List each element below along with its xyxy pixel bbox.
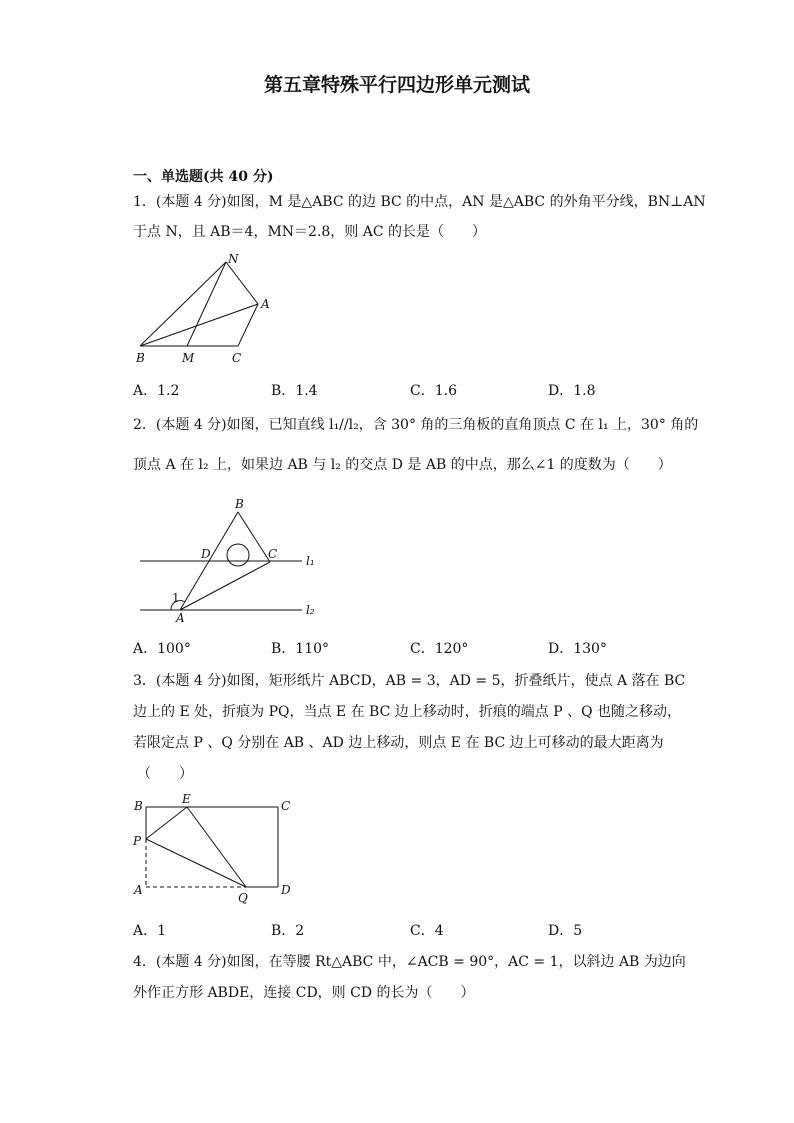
- question-3-line-4: （ ）: [137, 766, 193, 782]
- q1-label-a: A: [261, 297, 270, 311]
- page-title: 第五章特殊平行四边形单元测试: [263, 74, 530, 96]
- question-1-figure: [130, 252, 290, 372]
- question-1-line-2: 于点 N，且 AB＝4，MN＝2.8，则 AC 的长是（ ）: [133, 224, 487, 240]
- q1-label-b: B: [136, 351, 145, 365]
- q3-label-c: C: [281, 799, 291, 813]
- question-4-line-2: 外作正方形 ABDE，连接 CD，则 CD 的长为（ ）: [133, 985, 475, 1001]
- q1-option-c: C．1.6: [410, 383, 457, 399]
- question-4-line-1: 4．(本题 4 分)如图，在等腰 Rt△ABC 中，∠ACB = 90°，AC = 1，以斜边 AB 为边向: [133, 954, 686, 970]
- section-heading: 一、单选题(共 40 分): [133, 169, 274, 185]
- q2-option-d: D．130°: [548, 641, 607, 657]
- question-2-line-1: 2．(本题 4 分)如图，已知直线 l₁//l₂，含 30° 角的三角板的直角顶点 C 在 l₁ 上，30° 角的: [133, 417, 699, 433]
- question-2-line-2: 顶点 A 在 l₂ 上，如果边 AB 与 l₂ 的交点 D 是 AB 的中点，那么∠1 的度数为（ ）: [133, 457, 672, 473]
- q1-option-d: D．1.8: [548, 383, 596, 399]
- q2-option-b: B．110°: [271, 641, 330, 657]
- question-2-figure: [130, 490, 330, 630]
- q2-label-l1: l₁: [306, 554, 315, 568]
- q1-label-n: N: [228, 252, 239, 266]
- q2-label-l2: l₂: [306, 603, 315, 617]
- q1-option-b: B．1.4: [271, 383, 318, 399]
- q1-label-m: M: [182, 351, 195, 365]
- q3-label-a: A: [134, 883, 143, 897]
- q3-option-c: C．4: [410, 923, 444, 939]
- q2-label-1: 1: [172, 591, 180, 605]
- q3-label-b: B: [134, 799, 143, 813]
- q2-label-d: D: [201, 547, 211, 561]
- q3-label-p: P: [133, 834, 142, 848]
- question-3-line-1: 3．(本题 4 分)如图，矩形纸片 ABCD，AB = 3，AD = 5，折叠纸片，使点 A 落在 BC: [133, 673, 686, 689]
- question-1-line-1: 1．(本题 4 分)如图，M 是△ABC 的边 BC 的中点，AN 是△ABC 的外角平分线，BN⊥AN: [133, 194, 706, 210]
- q2-option-a: A．100°: [133, 641, 191, 657]
- q3-label-d: D: [281, 883, 291, 897]
- question-3-line-3: 若限定点 P 、Q 分别在 AB 、AD 边上移动，则点 E 在 BC 边上可移动的最大距离为: [133, 735, 664, 751]
- q3-label-e: E: [182, 792, 191, 806]
- q3-option-d: D．5: [548, 923, 583, 939]
- q2-label-c: C: [268, 547, 278, 561]
- q1-label-c: C: [232, 351, 242, 365]
- question-3-line-2: 边上的 E 处，折痕为 PQ，当点 E 在 BC 边上移动时，折痕的端点 P 、Q 也随之移动，: [133, 704, 681, 720]
- q3-label-q: Q: [238, 891, 248, 905]
- q1-option-a: A．1.2: [133, 383, 180, 399]
- q2-label-b: B: [235, 497, 244, 511]
- q3-option-b: B．2: [271, 923, 305, 939]
- q2-label-a: A: [176, 611, 185, 625]
- question-3-figure: [130, 793, 300, 908]
- q3-option-a: A．1: [133, 923, 167, 939]
- q2-option-c: C．120°: [410, 641, 469, 657]
